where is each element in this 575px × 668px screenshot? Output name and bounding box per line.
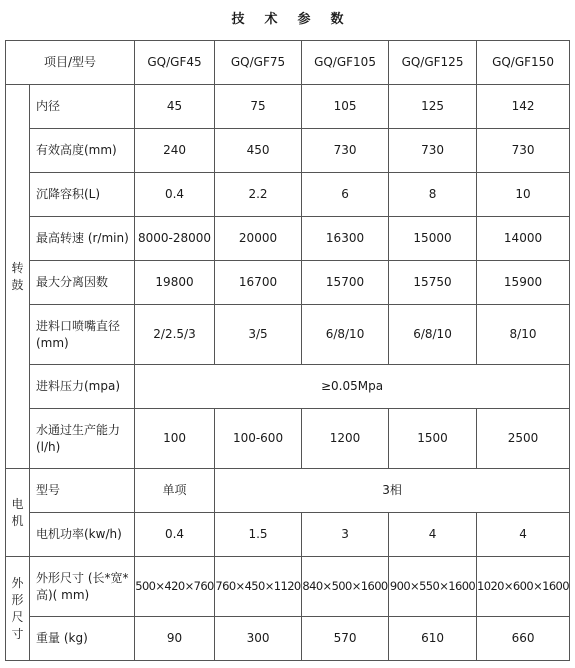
cell: 900×550×1600 bbox=[389, 557, 477, 617]
cell: 8 bbox=[389, 173, 477, 217]
page-title: 技 术 参 数 bbox=[231, 12, 344, 27]
merged-cell: ≥0.05Mpa bbox=[135, 365, 570, 409]
cell: 4 bbox=[389, 513, 477, 557]
cell: 2/2.5/3 bbox=[135, 305, 215, 365]
cell: 3 bbox=[302, 513, 389, 557]
cell: 660 bbox=[477, 617, 570, 661]
row-label: 型号 bbox=[30, 469, 135, 513]
table-row bbox=[6, 365, 570, 409]
group-drum: 转鼓 bbox=[6, 85, 30, 469]
cell: 840×500×1600 bbox=[302, 557, 389, 617]
model-header: GQ/GF105 bbox=[302, 41, 389, 85]
cell: 6/8/10 bbox=[389, 305, 477, 365]
cell: 6 bbox=[302, 173, 389, 217]
table-row bbox=[6, 85, 570, 129]
table-row bbox=[6, 469, 570, 513]
row-label: 进料压力(mpa) bbox=[30, 365, 135, 409]
row-label: 最大分离因数 bbox=[30, 261, 135, 305]
cell: 14000 bbox=[477, 217, 570, 261]
cell: 1020×600×1600 bbox=[477, 557, 570, 617]
table-row bbox=[6, 513, 570, 557]
table-row bbox=[6, 217, 570, 261]
cell: 0.4 bbox=[135, 513, 215, 557]
cell: 8000-28000 bbox=[135, 217, 215, 261]
row-label: 水通过生产能力(l/h) bbox=[30, 409, 135, 469]
row-label: 外形尺寸 (长*宽*高)( mm) bbox=[30, 557, 135, 617]
group-dimensions: 外形尺寸 bbox=[6, 557, 30, 661]
cell: 15750 bbox=[389, 261, 477, 305]
cell: 730 bbox=[302, 129, 389, 173]
row-label: 内径 bbox=[30, 85, 135, 129]
header-row bbox=[6, 41, 570, 85]
cell: 单项 bbox=[135, 469, 215, 513]
cell: 15700 bbox=[302, 261, 389, 305]
table-row bbox=[6, 261, 570, 305]
cell: 16700 bbox=[215, 261, 302, 305]
row-label: 电机功率(kw/h) bbox=[30, 513, 135, 557]
cell: 1500 bbox=[389, 409, 477, 469]
table-row bbox=[6, 409, 570, 469]
row-label: 最高转速 (r/min) bbox=[30, 217, 135, 261]
cell: 100 bbox=[135, 409, 215, 469]
cell: 10 bbox=[477, 173, 570, 217]
cell: 15000 bbox=[389, 217, 477, 261]
cell: 8/10 bbox=[477, 305, 570, 365]
cell: 730 bbox=[389, 129, 477, 173]
cell: 3/5 bbox=[215, 305, 302, 365]
cell: 450 bbox=[215, 129, 302, 173]
cell: 19800 bbox=[135, 261, 215, 305]
cell: 6/8/10 bbox=[302, 305, 389, 365]
cell: 75 bbox=[215, 85, 302, 129]
cell: 4 bbox=[477, 513, 570, 557]
table-row bbox=[6, 305, 570, 365]
row-label: 沉降容积(L) bbox=[30, 173, 135, 217]
row-label: 重量 (kg) bbox=[30, 617, 135, 661]
cell: 0.4 bbox=[135, 173, 215, 217]
cell: 105 bbox=[302, 85, 389, 129]
header-label: 项目/型号 bbox=[6, 41, 135, 85]
cell: 240 bbox=[135, 129, 215, 173]
cell: 45 bbox=[135, 85, 215, 129]
group-motor: 电机 bbox=[6, 469, 30, 557]
model-header: GQ/GF150 bbox=[477, 41, 570, 85]
cell: 300 bbox=[215, 617, 302, 661]
table-row bbox=[6, 129, 570, 173]
table-row bbox=[6, 617, 570, 661]
cell: 2500 bbox=[477, 409, 570, 469]
cell: 142 bbox=[477, 85, 570, 129]
cell: 760×450×1120 bbox=[215, 557, 302, 617]
cell: 500×420×760 bbox=[135, 557, 215, 617]
spec-table bbox=[5, 40, 570, 661]
model-header: GQ/GF45 bbox=[135, 41, 215, 85]
cell: 15900 bbox=[477, 261, 570, 305]
cell: 90 bbox=[135, 617, 215, 661]
cell: 570 bbox=[302, 617, 389, 661]
row-label: 进料口喷嘴直径(mm) bbox=[30, 305, 135, 365]
table-row bbox=[6, 173, 570, 217]
cell: 125 bbox=[389, 85, 477, 129]
model-header: GQ/GF75 bbox=[215, 41, 302, 85]
cell: 100-600 bbox=[215, 409, 302, 469]
cell: 610 bbox=[389, 617, 477, 661]
row-label: 有效高度(mm) bbox=[30, 129, 135, 173]
merged-cell: 3相 bbox=[215, 469, 570, 513]
cell: 1.5 bbox=[215, 513, 302, 557]
cell: 730 bbox=[477, 129, 570, 173]
cell: 20000 bbox=[215, 217, 302, 261]
cell: 2.2 bbox=[215, 173, 302, 217]
model-header: GQ/GF125 bbox=[389, 41, 477, 85]
table-row bbox=[6, 557, 570, 617]
cell: 16300 bbox=[302, 217, 389, 261]
cell: 1200 bbox=[302, 409, 389, 469]
